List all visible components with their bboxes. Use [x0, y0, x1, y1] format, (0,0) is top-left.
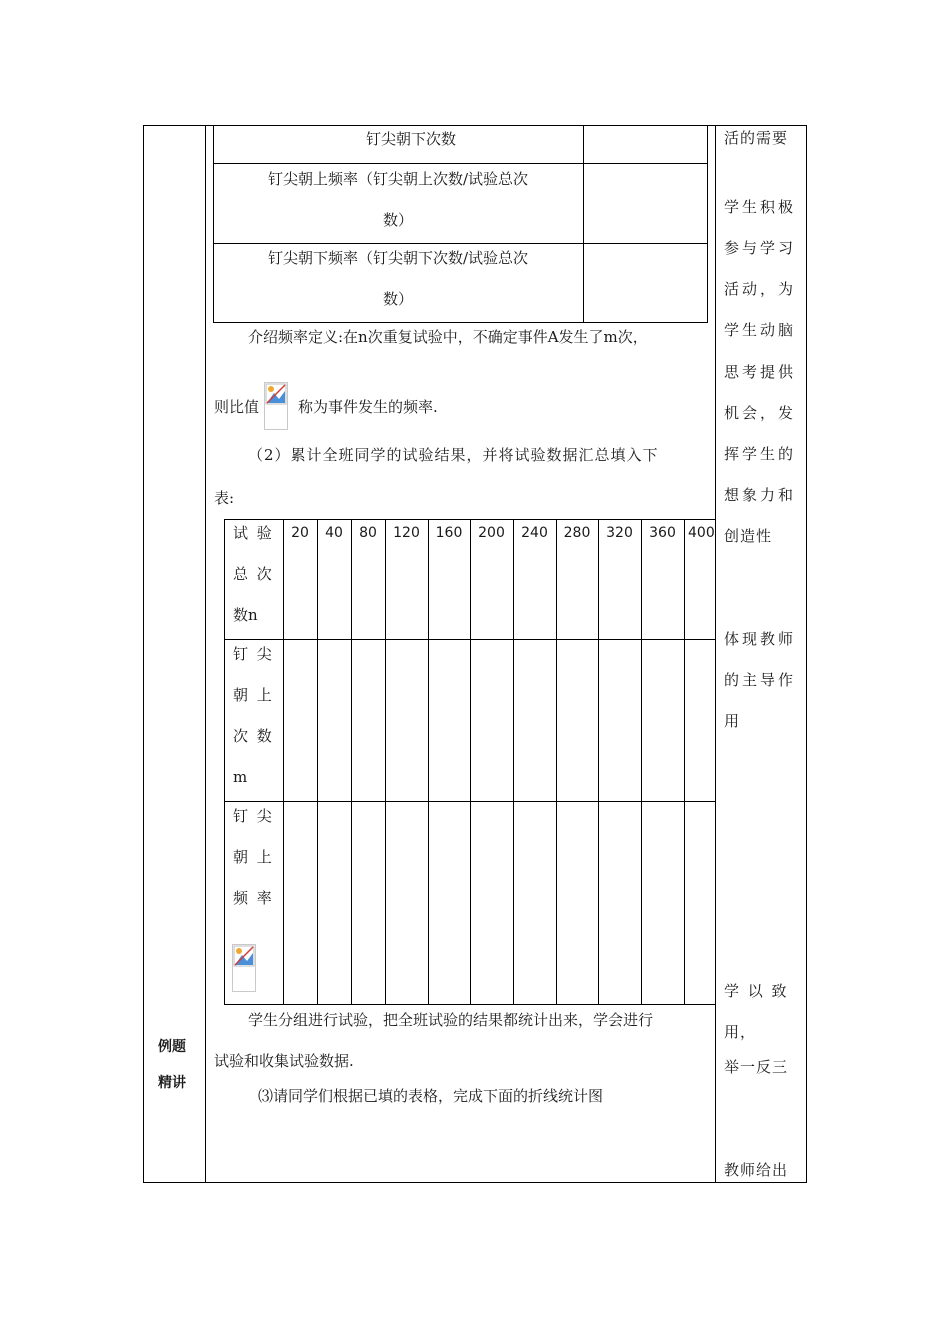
sidebar-note-5: 学生动脑 — [724, 321, 797, 339]
column-header-280: 280 — [563, 525, 591, 541]
sidebar-note-1: 活的需要 — [724, 129, 789, 147]
top-table-border-right — [707, 125, 708, 323]
top-table-row-line-1 — [213, 163, 708, 164]
step2-line1: （2）累计全班同学的试验结果，并将试验数据汇总填入下 — [248, 446, 659, 464]
sidebar-note-4: 活动，为 — [724, 280, 797, 298]
top-table-row2-label-line2: 数） — [383, 211, 414, 229]
column-header-240: 240 — [521, 525, 548, 541]
top-table-row2-label-line1: 钉尖朝上频率（钉尖朝上次数/试验总次 — [268, 170, 529, 188]
data-table-border-left — [224, 519, 225, 1005]
top-table-divider — [583, 125, 584, 323]
top-table-row-line-2 — [213, 243, 708, 244]
data-table-col-line-1 — [283, 519, 284, 1005]
row-header-up-frequency-line3: 频 率 — [233, 889, 274, 907]
top-table-border-left — [213, 125, 214, 323]
column-header-200: 200 — [478, 525, 505, 541]
frequency-definition-line2-after: 称为事件发生的频率. — [298, 398, 438, 416]
row-header-up-frequency-line1: 钉 尖 — [233, 807, 274, 825]
row-header-up-frequency-line2: 朝 上 — [233, 848, 274, 866]
broken-image-icon — [233, 945, 255, 967]
column-header-160: 160 — [435, 525, 463, 541]
top-table-row3-label-line2: 数） — [383, 290, 414, 308]
outer-column-divider-1 — [205, 125, 206, 1183]
data-table-col-line-11 — [684, 519, 685, 1005]
sidebar-note-2: 学生积极 — [724, 198, 797, 216]
column-header-400: 400 — [688, 525, 715, 541]
frequency-formula-image — [232, 944, 256, 992]
top-table-row1-label: 钉尖朝下次数 — [366, 130, 457, 148]
column-header-320: 320 — [606, 525, 633, 541]
broken-image-icon — [265, 383, 287, 405]
sidebar-note-16: 举一反三 — [724, 1058, 789, 1076]
outer-border-right — [806, 125, 807, 1183]
column-header-120: 120 — [393, 525, 420, 541]
sidebar-note-14: 学 以 致 — [724, 982, 789, 1000]
sidebar-note-11: 体现教师 — [724, 630, 797, 648]
sidebar-note-12: 的主导作 — [724, 671, 797, 689]
outer-column-divider-2 — [715, 125, 716, 1183]
row-header-total-trials-line1: 试 验 — [233, 524, 274, 542]
data-table-col-line-5 — [428, 519, 429, 1005]
frequency-definition-line1: 介绍频率定义:在n次重复试验中，不确定事件A发生了m次， — [248, 328, 648, 346]
column-header-80: 80 — [359, 525, 377, 541]
summary-line1: 学生分组进行试验，把全班试验的结果都统计出来，学会进行 — [248, 1011, 654, 1029]
sidebar-note-3: 参与学习 — [724, 239, 797, 257]
column-header-20: 20 — [291, 525, 309, 541]
sidebar-note-13: 用 — [724, 712, 743, 730]
data-table-col-line-2 — [317, 519, 318, 1005]
row-header-total-trials-line2: 总 次 — [233, 565, 274, 583]
sidebar-note-8: 挥学生的 — [724, 445, 797, 463]
outer-border-left — [143, 125, 144, 1183]
sidebar-note-9: 想象力和 — [724, 486, 797, 504]
data-table-col-line-9 — [598, 519, 599, 1005]
row-header-up-count-line1: 钉 尖 — [233, 645, 274, 663]
row-header-up-count-line2: 朝 上 — [233, 686, 274, 704]
data-table-col-line-4 — [385, 519, 386, 1005]
sidebar-note-10: 创造性 — [724, 527, 773, 545]
ratio-formula-image — [264, 382, 288, 430]
sidebar-note-17: 教师给出 — [724, 1161, 789, 1179]
outer-label-line1: 例题 — [158, 1039, 186, 1055]
data-table-col-line-10 — [641, 519, 642, 1005]
step2-line2: 表: — [214, 489, 235, 507]
summary-line2: 试验和收集试验数据. — [214, 1052, 354, 1070]
data-table-col-line-8 — [556, 519, 557, 1005]
data-table-col-line-6 — [470, 519, 471, 1005]
data-table-col-line-7 — [513, 519, 514, 1005]
frequency-definition-line2-before: 则比值 — [214, 398, 260, 416]
row-header-up-count-line4: m — [233, 768, 248, 786]
sidebar-note-6: 思考提供 — [724, 363, 797, 381]
outer-border-bottom — [143, 1182, 807, 1183]
column-header-40: 40 — [325, 525, 343, 541]
column-header-360: 360 — [649, 525, 676, 541]
data-table-col-line-3 — [351, 519, 352, 1005]
outer-label-line2: 精讲 — [158, 1075, 186, 1091]
sidebar-note-7: 机会，发 — [724, 404, 797, 422]
row-header-up-count-line3: 次 数 — [233, 727, 274, 745]
top-table-row3-label-line1: 钉尖朝下频率（钉尖朝下次数/试验总次 — [268, 249, 529, 267]
sidebar-note-15: 用， — [724, 1023, 757, 1041]
row-header-total-trials-line3: 数n — [233, 606, 258, 624]
step3-text: ⑶请同学们根据已填的表格，完成下面的折线统计图 — [258, 1087, 604, 1105]
top-table-border-bottom — [213, 322, 708, 323]
